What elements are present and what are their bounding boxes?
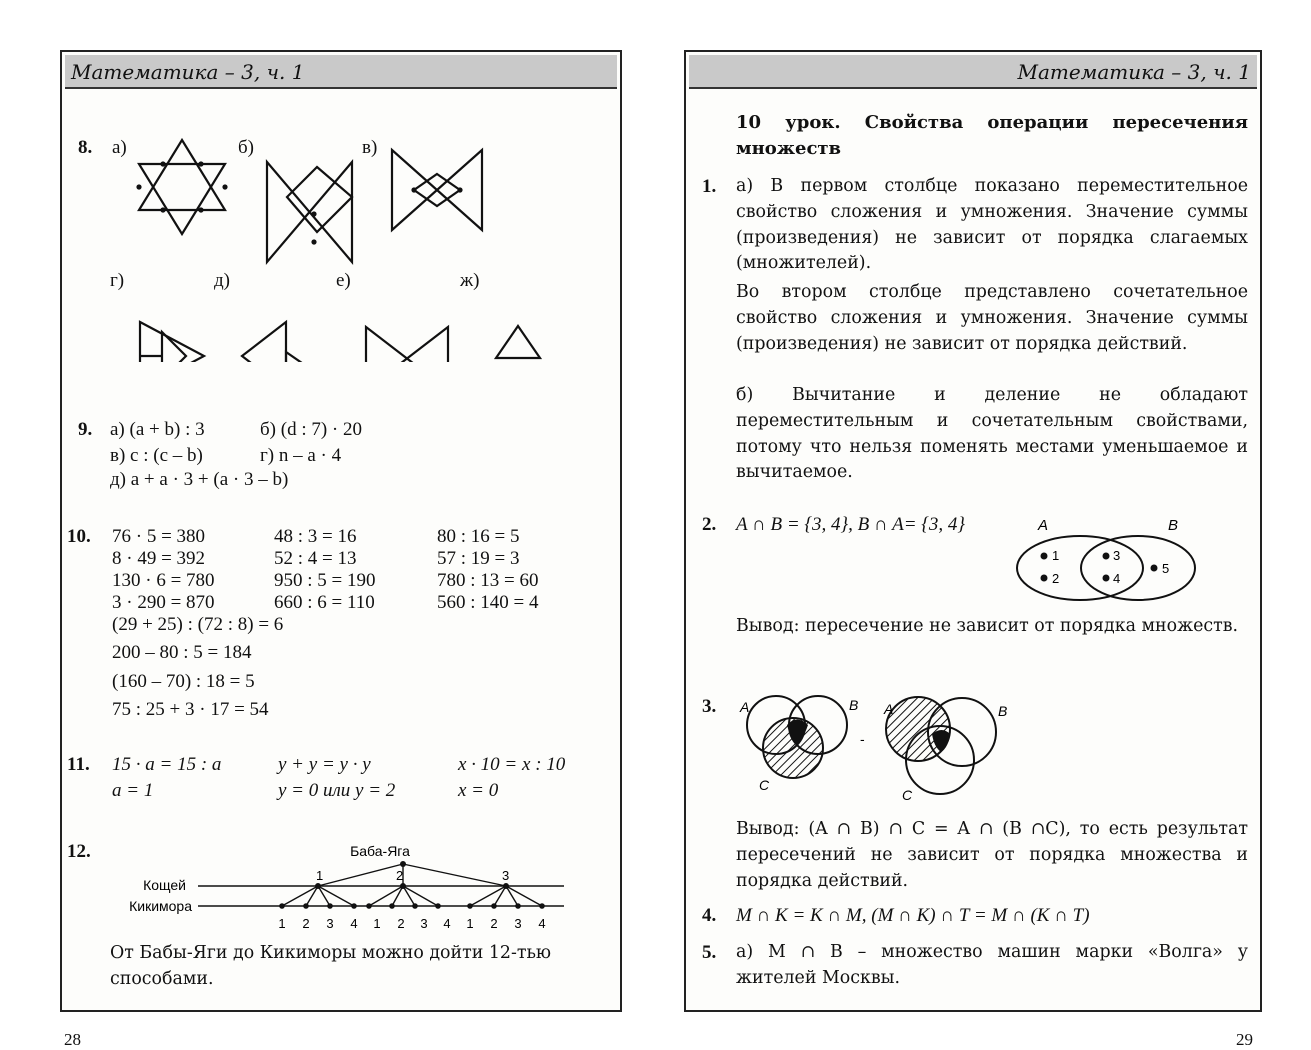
venn-el-4: 4 [1113, 571, 1121, 586]
task12-graph [122, 838, 582, 938]
task10-extra-3: (160 – 70) : 18 = 5 [112, 671, 255, 692]
left-page-header: Математика – 3, ч. 1 [65, 55, 617, 89]
task4-number: 4. [702, 905, 717, 926]
right-page-number: 29 [1236, 1030, 1253, 1049]
task10-number: 10. [67, 526, 91, 547]
graph-node-1: 1 [316, 868, 324, 883]
task1-paragraph-c: б) Вычитание и деление не обладают переместительным и сочетательным свойствами, потому что нельзя поменять местами уменьшаемое и вычитаемое. [736, 385, 1248, 483]
venn-label-a: A [1038, 517, 1049, 534]
task12-answer: От Бабы-Яги до Кикиморы можно дойти 12-тью способами. [110, 943, 552, 989]
task2-conclusion: Вывод: пересечение не зависит от порядка множеств. [736, 616, 1239, 636]
task2-formula: A ∩ B = {3, 4}, B ∩ A= {3, 4} [736, 514, 965, 535]
task8-label-b: б) [238, 137, 254, 158]
task10-c2-r4: 660 : 6 = 110 [274, 592, 375, 613]
venn-el-3: 3 [1113, 548, 1121, 563]
task1-paragraph-b: Во втором столбце представлено сочетательное свойство сложения и умножения. Значение суммы (произведения) не зависит от порядка действий. [736, 282, 1248, 354]
task12-number: 12. [67, 841, 91, 862]
task10-extra-2: 200 – 80 : 5 = 184 [112, 642, 252, 663]
figure-zh-top [496, 326, 540, 358]
venn-el-2: 2 [1052, 571, 1060, 586]
venn-diagram-2 [883, 697, 1007, 802]
left-page [60, 50, 622, 1012]
graph-tick: 1 [466, 916, 474, 931]
graph-tick: 1 [373, 916, 381, 931]
graph-node-2: 2 [396, 868, 404, 883]
graph-node-3: 3 [502, 868, 510, 883]
task5-text: а) M ∩ B – множество машин марки «Волга» у жителей Москвы. [736, 942, 1248, 988]
left-page-number: 28 [64, 1030, 81, 1049]
lesson-title: 10 урок. Свойства операции пересечения множеств [736, 112, 1248, 159]
task10-c3-r1: 80 : 16 = 5 [437, 526, 520, 547]
task8-figures [62, 122, 622, 362]
task4-formula: M ∩ K = K ∩ M, (M ∩ K) ∩ T = M ∩ (K ∩ T) [736, 905, 1090, 926]
right-page-header: Математика – 3, ч. 1 [689, 55, 1257, 89]
figure-d-right [286, 352, 328, 362]
graph-bottom-ticks [278, 916, 545, 931]
figure-v-bow [392, 150, 482, 230]
d1-label-b: B [849, 697, 859, 713]
graph-tick: 4 [443, 916, 451, 931]
figure-g-inner [162, 332, 186, 362]
figure-b-bow [267, 162, 352, 262]
task9-a: а) (a + b) : 3 [110, 419, 205, 440]
venn-el-1: 1 [1052, 548, 1060, 563]
task8-label-e: е) [336, 270, 351, 291]
graph-tick: 2 [302, 916, 310, 931]
graph-row-kikimora: Кикимора [129, 898, 192, 914]
graph-tick: 1 [278, 916, 286, 931]
graph-tick: 3 [514, 916, 522, 931]
venn-el-5: 5 [1162, 561, 1170, 576]
task9-number: 9. [78, 419, 93, 440]
venn-ellipse-b [1081, 536, 1195, 600]
task8-label-a: а) [112, 137, 127, 158]
d2-label-b: B [998, 703, 1008, 719]
figure-d-left [242, 322, 286, 362]
task10-c1-r4: 3 · 290 = 870 [112, 592, 215, 613]
graph-tick: 4 [350, 916, 358, 931]
task9-v: в) c : (c – b) [110, 445, 203, 466]
task10-c3-r4: 560 : 140 = 4 [437, 592, 539, 613]
task3-number: 3. [702, 696, 717, 717]
task2-venn [1012, 512, 1202, 612]
task10-c1-r3: 130 · 6 = 780 [112, 570, 215, 591]
figure-a-triangle-down [139, 164, 225, 234]
venn-diagram-1 [739, 696, 858, 793]
graph-tick: 2 [490, 916, 498, 931]
d1-label-a: A [740, 699, 750, 715]
graph-tick: 2 [397, 916, 405, 931]
task8-label-g: г) [110, 270, 125, 291]
graph-row-koschey: Кощей [143, 877, 186, 893]
venn-label-b: B [1168, 517, 1179, 534]
d2-label-c: C [902, 787, 913, 802]
task11-eq2: y + y = y · y [278, 754, 371, 775]
task3-conclusion: Вывод: (A ∩ B) ∩ C = A ∩ (B ∩C), то есть результат пересечений не зависит от порядка множества и порядка действий. [736, 819, 1248, 891]
task8-label-v: в) [362, 137, 378, 158]
task11-number: 11. [67, 754, 90, 775]
task8-label-zh: ж) [460, 270, 480, 291]
task10-c2-r2: 52 : 4 = 13 [274, 548, 357, 569]
task8-number: 8. [78, 137, 93, 158]
task9-g: г) n – a · 4 [260, 445, 342, 466]
task10-extra-4: 75 : 25 + 3 · 17 = 54 [112, 699, 269, 720]
task11-ans3: x = 0 [458, 780, 499, 801]
task5-number: 5. [702, 942, 717, 963]
task1-number: 1. [702, 176, 717, 197]
task10-c1-r1: 76 · 5 = 380 [112, 526, 206, 547]
task9-b: б) (d : 7) · 20 [260, 419, 363, 440]
task10-extra-1: (29 + 25) : (72 : 8) = 6 [112, 614, 284, 635]
task10-c2-r1: 48 : 3 = 16 [274, 526, 357, 547]
task11-ans1: a = 1 [112, 780, 154, 801]
graph-tick: 3 [420, 916, 428, 931]
task10-c1-r2: 8 · 49 = 392 [112, 548, 206, 569]
task9-d: д) a + a · 3 + (a · 3 – b) [110, 469, 289, 490]
task10-c2-r3: 950 : 5 = 190 [274, 570, 376, 591]
task1-paragraph-a: а) В первом столбце показано переместительное свойство сложения и умножения. Значение суммы (произведения) не зависит от порядка слагаемых (множителей). [736, 176, 1248, 274]
right-page [684, 50, 1262, 1012]
task10-c3-r3: 780 : 13 = 60 [437, 570, 539, 591]
task3-diagrams [736, 692, 1026, 802]
graph-top-label: Баба-Яга [350, 843, 410, 859]
graph-tick: 3 [326, 916, 334, 931]
figure-e-bow [366, 327, 448, 362]
task2-number: 2. [702, 514, 717, 535]
d1-label-c: C [759, 777, 770, 793]
task11-eq1: 15 · a = 15 : a [112, 754, 222, 775]
d2-label-a: A [884, 701, 894, 717]
task10-c3-r2: 57 : 19 = 3 [437, 548, 520, 569]
task11-ans2: y = 0 или y = 2 [278, 780, 396, 801]
figure-a-triangle-up [139, 140, 225, 210]
svg-text:-: - [860, 731, 865, 747]
graph-tick: 4 [538, 916, 546, 931]
task11-eq3: x · 10 = x : 10 [458, 754, 566, 775]
task8-label-d: д) [214, 270, 230, 291]
